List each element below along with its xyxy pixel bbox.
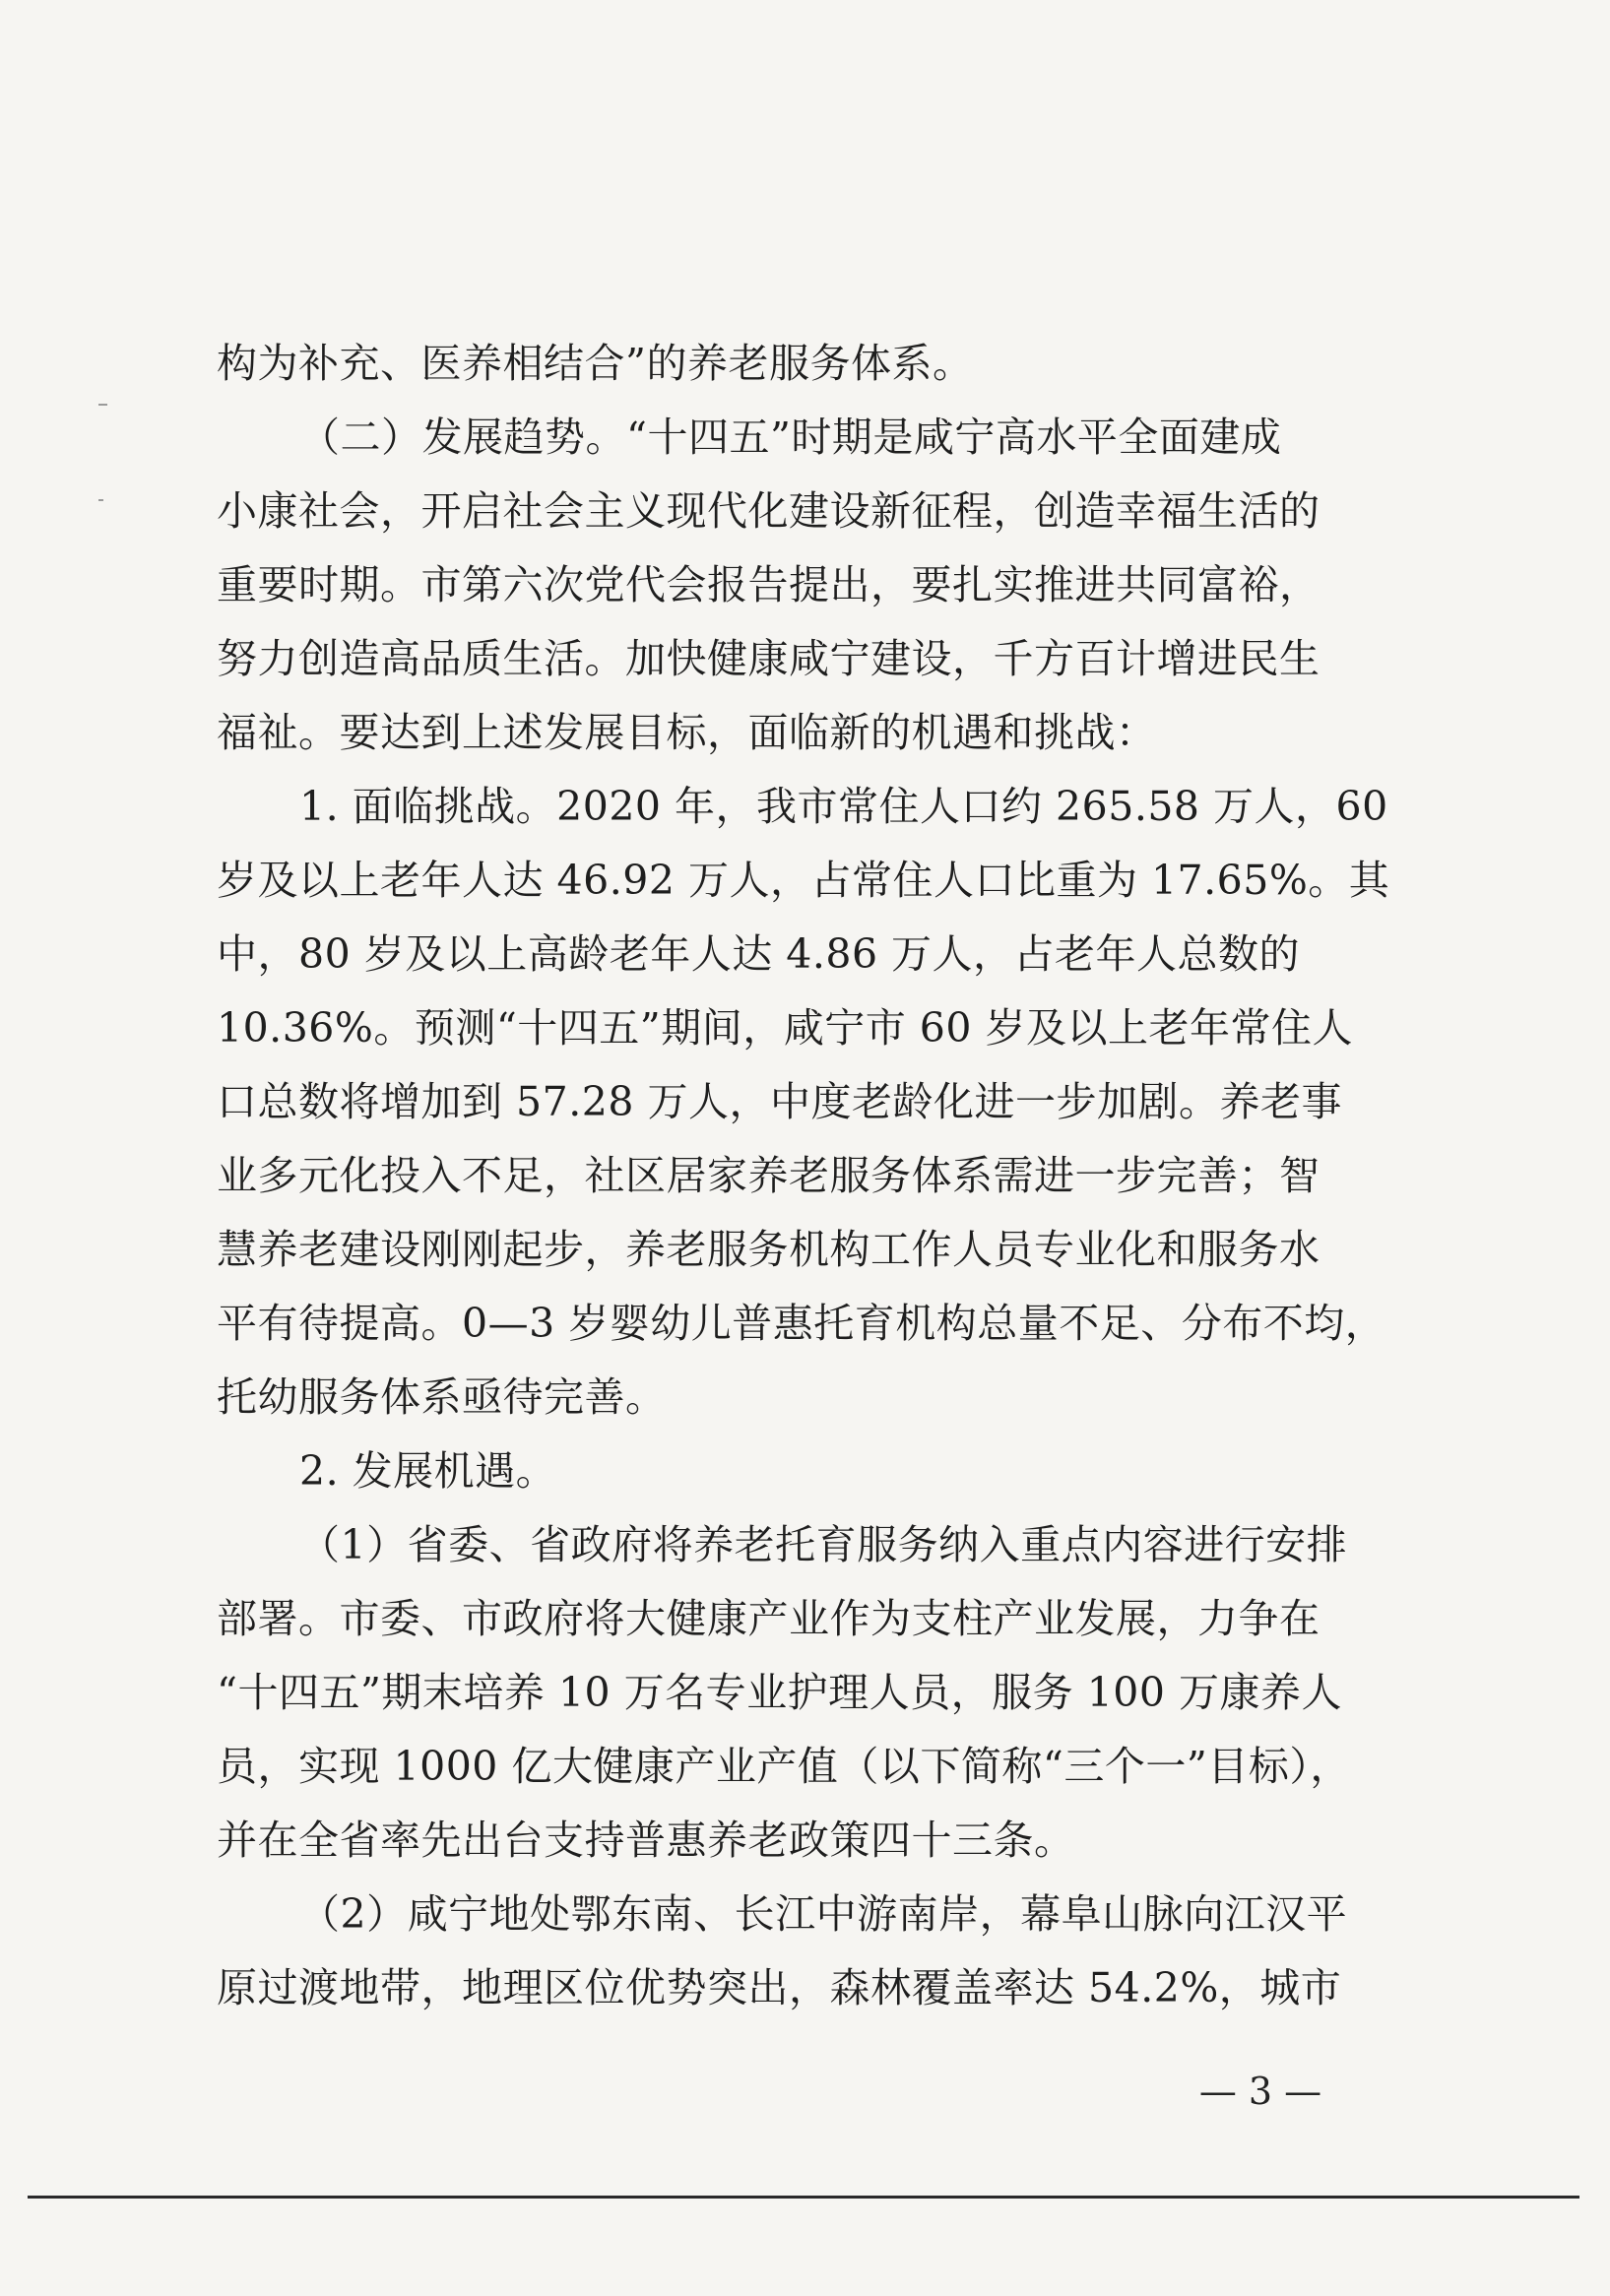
- text-line: 托幼服务体系亟待完善。: [217, 1373, 667, 1421]
- text-line: 部署。市委、市政府将大健康产业作为支柱产业发展，力争在: [217, 1595, 1320, 1642]
- text-line: 10.36%。预测“十四五”期间，咸宁市 60 岁及以上老年常住人: [217, 1004, 1353, 1052]
- page-number: — 3 —: [1198, 2070, 1322, 2113]
- text-line: （1）省委、省政府将养老托育服务纳入重点内容进行安排: [299, 1521, 1348, 1568]
- text-line: 口总数将增加到 57.28 万人，中度老龄化进一步加剧。养老事: [217, 1078, 1342, 1125]
- scan-speck: [98, 404, 107, 406]
- text-line: 岁及以上老年人达 46.92 万人，占常住人口比重为 17.65%。其: [217, 857, 1390, 904]
- text-line: 构为补充、医养相结合”的养老服务体系。: [217, 340, 974, 387]
- text-line: 慧养老建设刚刚起步，养老服务机构工作人员专业化和服务水: [217, 1226, 1320, 1273]
- item-heading-line: 1. 面临挑战。2020 年，我市常住人口约 265.58 万人，60: [299, 783, 1388, 830]
- text-line: “十四五”期末培养 10 万名专业护理人员，服务 100 万康养人: [217, 1669, 1342, 1716]
- text-line: 重要时期。市第六次党代会报告提出，要扎实推进共同富裕，: [217, 561, 1320, 608]
- text-line: （2）咸宁地处鄂东南、长江中游南岸，幕阜山脉向江汉平: [299, 1890, 1348, 1938]
- text-line: 业多元化投入不足，社区居家养老服务体系需进一步完善；智: [217, 1152, 1320, 1199]
- text-line: 中，80 岁及以上高龄老年人达 4.86 万人，占老年人总数的: [217, 930, 1301, 978]
- text-line: 员，实现 1000 亿大健康产业产值（以下简称“三个一”目标），: [217, 1743, 1351, 1790]
- item-heading-line: 2. 发展机遇。: [299, 1447, 557, 1495]
- footer-rule: [28, 2196, 1579, 2199]
- section-heading-line: （二）发展趋势。“十四五”时期是咸宁高水平全面建成: [299, 414, 1282, 461]
- text-line: 努力创造高品质生活。加快健康咸宁建设，千方百计增进民生: [217, 635, 1320, 682]
- text-line: 小康社会，开启社会主义现代化建设新征程，创造幸福生活的: [217, 487, 1320, 535]
- text-line: 并在全省率先出台支持普惠养老政策四十三条。: [217, 1817, 1075, 1864]
- text-line: 平有待提高。0—3 岁婴幼儿普惠托育机构总量不足、分布不均，: [217, 1300, 1386, 1347]
- scan-speck: [98, 499, 103, 501]
- text-line: 福祉。要达到上述发展目标，面临新的机遇和挑战：: [217, 709, 1157, 756]
- text-line: 原过渡地带，地理区位优势突出，森林覆盖率达 54.2%，城市: [217, 1964, 1342, 2011]
